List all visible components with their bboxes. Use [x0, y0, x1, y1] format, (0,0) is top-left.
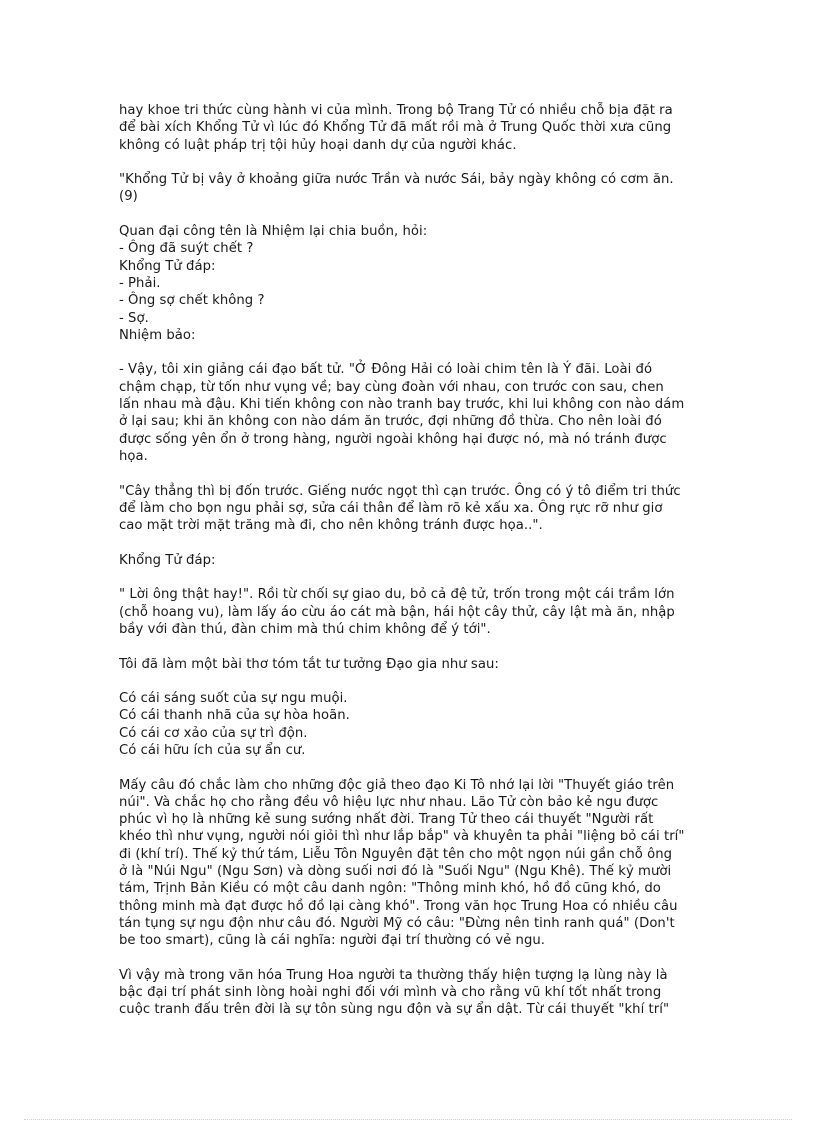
text-line: tán tụng sự ngu độn như câu đó. Người Mỹ có câu: "Đừng nên tinh ranh quá" (Don't: [119, 915, 675, 931]
text-line: "Cây thẳng thì bị đốn trước. Giếng nước ngọt thì cạn trước. Ông có ý tô điểm tri thức: [119, 483, 681, 499]
text-line: "Khổng Tử bị vây ở khoảng giữa nước Trần và nước Sái, bảy ngày không có cơm ăn.: [119, 172, 674, 188]
paragraph-gap: [119, 638, 704, 655]
paragraph-gap: [119, 569, 704, 586]
paragraph-gap: [119, 154, 704, 171]
body-text: [119, 102, 704, 1019]
paragraph: [119, 171, 704, 206]
paragraph-gap: [119, 950, 704, 967]
text-line: hay khoe tri thức cùng hành vi của mình. Trong bộ Trang Tử có nhiều chỗ bịa đặt ra: [119, 103, 673, 118]
text-line: Có cái cơ xảo của sự trì độn.: [119, 725, 308, 741]
paragraph: [119, 967, 704, 1019]
paragraph-gap: [119, 673, 704, 690]
text-line: tám, Trịnh Bản Kiều có một câu danh ngôn: "Thông minh khó, hồ đồ cũng khó, do: [119, 881, 661, 897]
text-line: Có cái sáng suốt của sự ngu muội.: [119, 691, 348, 707]
text-line: - Sợ.: [119, 310, 149, 326]
text-line: khéo thì như vụng, người nói giỏi thì như lắp bắp" và khuyên ta phải "liệng bỏ cái trí": [119, 829, 685, 845]
text-line: đi (khí trí). Thế kỷ thứ tám, Liễu Tôn Nguyên đặt tên cho một ngọn núi gần chỗ ông: [119, 846, 673, 862]
paragraph: [119, 777, 704, 950]
text-line: phúc vì họ là những kẻ sung sướng nhất đời. Trang Tử theo cái thuyết "Người rất: [119, 812, 654, 828]
paragraph-gap: [119, 534, 704, 551]
text-line: Có cái thanh nhã của sự hòa hoãn.: [119, 708, 350, 724]
text-line: - Phải.: [119, 275, 161, 291]
paragraph: [119, 552, 704, 569]
text-line: Quan đại công tên là Nhiệm lại chia buồn, hỏi:: [119, 224, 428, 240]
paragraph-gap: [119, 344, 704, 361]
text-line: chậm chạp, từ tốn như vụng về; bay cùng đoàn với nhau, con trước con sau, chen: [119, 379, 664, 395]
text-line: be too smart), cũng là cái nghĩa: người đại trí thường có vẻ ngu.: [119, 933, 546, 949]
text-line: - Ông sợ chết không ?: [119, 293, 265, 309]
text-line: Tôi đã làm một bài thơ tóm tắt tư tưởng Đạo gia như sau:: [119, 656, 499, 672]
paragraph: [119, 223, 704, 344]
text-line: thông minh mà đạt được hồ đồ lại càng khó". Trong văn học Trung Hoa có nhiều câu: [119, 898, 678, 914]
text-line: Có cái hữu ích của sự ẩn cư.: [119, 742, 306, 758]
text-line: cao mặt trời mặt trăng mà đi, cho nên không tránh được họa..".: [119, 518, 543, 534]
page-bottom-divider: [24, 1119, 792, 1120]
text-line: bậc đại trí phát sinh lòng hoài nghi đối với mình và cho rằng vũ khí tốt nhất trong: [119, 985, 662, 1001]
paragraph-gap: [119, 465, 704, 482]
text-line: họa.: [119, 448, 148, 464]
text-line: cuộc tranh đấu trên đời là sự tôn sùng ngu độn và sự ẩn dật. Từ cái thuyết "khí trí": [119, 1002, 670, 1018]
paragraph: [119, 102, 704, 154]
text-line: (9): [119, 189, 138, 205]
text-line: lấn nhau mà đậu. Khi tiến không con nào tranh bay trước, khi lui không con nào dám: [119, 397, 685, 413]
paragraph: [119, 586, 704, 638]
text-line: Khổng Tử đáp:: [119, 258, 216, 274]
text-line: Nhiệm bảo:: [119, 327, 196, 343]
paragraph-gap: [119, 206, 704, 223]
text-line: ở là "Núi Ngu" (Ngu Sơn) và dòng suối nơi đó là "Suối Ngu" (Ngu Khê). Thế kỷ mười: [119, 864, 672, 880]
text-line: để làm cho bọn ngu phải sợ, sửa cái thân để làm rõ kẻ xấu xa. Ông rực rỡ như giơ: [119, 500, 663, 516]
text-line: để bài xích Khổng Tử vì lúc đó Khổng Tử đã mất rồi mà ở Trung Quốc thời xưa cũng: [119, 120, 672, 136]
text-line: Khổng Tử đáp:: [119, 552, 216, 568]
text-line: bầy với đàn thú, đàn chim mà thú chim không để ý tới".: [119, 621, 491, 637]
paragraph: [119, 690, 704, 759]
text-line: núi". Và chắc họ cho rằng đều vô hiệu lực như nhau. Lão Tử còn bảo kẻ ngu được: [119, 794, 659, 810]
paragraph-gap: [119, 759, 704, 776]
text-line: không có luật pháp trị tội hủy hoại danh dự của người khác.: [119, 137, 517, 153]
text-line: (chỗ hoang vu), làm lấy áo cừu áo cát mà bận, hái hột cây thử, cây lật mà ăn, nhập: [119, 604, 675, 620]
text-line: Vì vậy mà trong văn hóa Trung Hoa người ta thường thấy hiện tượng lạ lùng này là: [119, 967, 668, 983]
text-line: - Ông đã suýt chết ?: [119, 241, 254, 257]
text-line: Mấy câu đó chắc làm cho những độc giả theo đạo Ki Tô nhớ lại lời "Thuyết giáo trên: [119, 777, 675, 793]
text-line: được sống yên ổn ở trong hàng, người ngoài không hại được nó, mà nó tránh được: [119, 431, 667, 447]
text-line: - Vậy, tôi xin giảng cái đạo bất tử. "Ở Đông Hải có loài chim tên là Ý đãi. Loài đó: [119, 362, 653, 378]
paragraph: [119, 656, 704, 673]
paragraph: [119, 361, 704, 465]
paragraph: [119, 483, 704, 535]
text-line: ở lại sau; khi ăn không con nào dám ăn trước, đợi những đồ thừa. Cho nên loài đó: [119, 414, 662, 430]
text-line: " Lời ông thật hay!". Rồi từ chối sự giao du, bỏ cả đệ tử, trốn trong một cái trầm lớn: [119, 587, 675, 603]
